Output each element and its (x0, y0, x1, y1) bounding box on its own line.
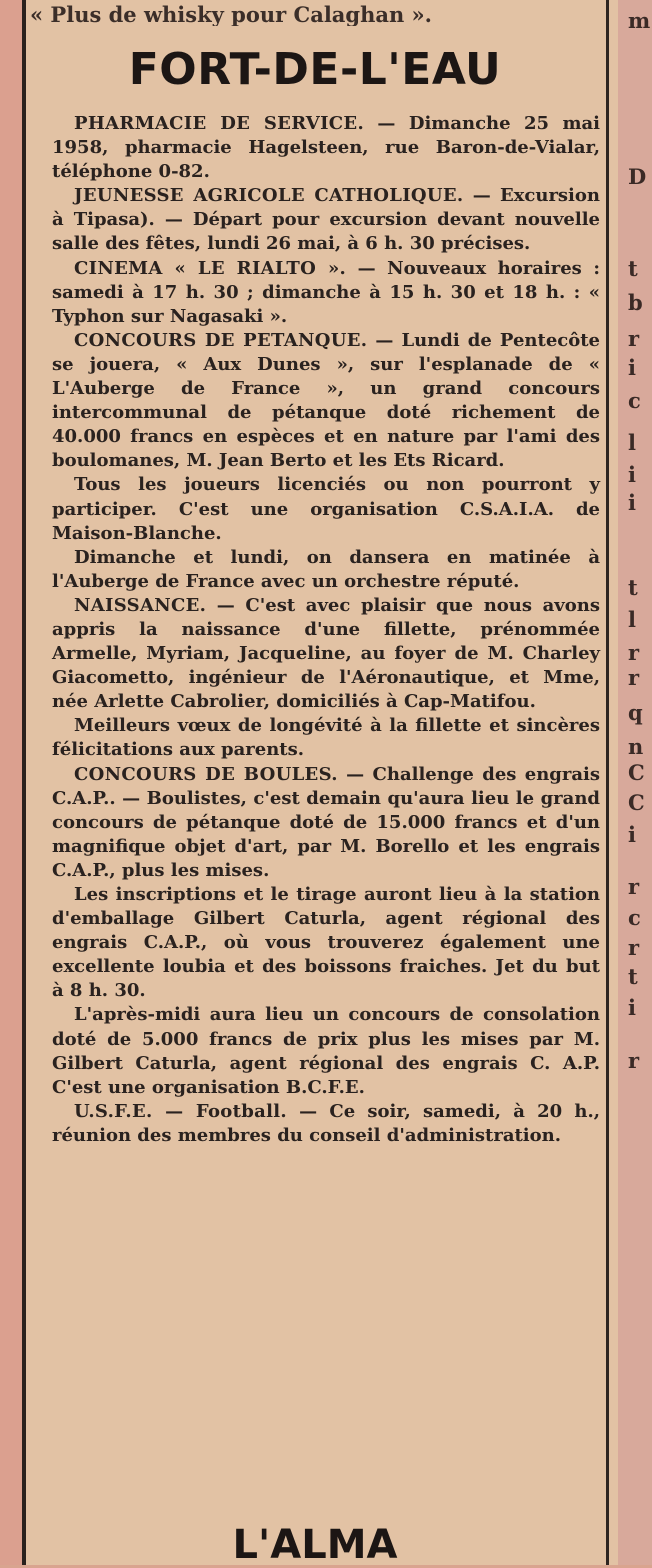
article-paragraph (52, 763, 600, 883)
paragraph-body: — Dimanche 25 mai 1958, pharmacie Hagelsteen, rue Baron-de-Vialar, téléphone 0-82. (52, 113, 600, 183)
article-paragraph (52, 594, 600, 714)
adjacent-column-letter: n (628, 734, 644, 759)
adjacent-column-letter: t (628, 575, 638, 600)
paragraph-body: — Nouveaux horaires : samedi à 17 h. 30 ; dimanche à 15 h. 30 et 18 h. : « Typhon sur Nagasaki ». (52, 257, 600, 327)
adjacent-column-letter: C (628, 790, 645, 815)
adjacent-column-letter: l (628, 430, 636, 455)
article-paragraph (52, 1003, 600, 1099)
adjacent-column-letter: b (628, 290, 643, 315)
adjacent-column-letter: q (628, 700, 643, 725)
adjacent-column-letter: C (628, 760, 645, 785)
paragraph-heading: CONCOURS DE PETANQUE. (74, 329, 368, 351)
adjacent-column-letter: c (628, 388, 641, 413)
article-paragraph (52, 184, 600, 256)
paragraph-body: L'après-midi aura lieu un concours de consolation doté de 5.000 francs de prix plus les mises par M. Gilbert Caturla, agent régional des engrais C. A.P. C'est une organisation B.C.F.E. (52, 1004, 600, 1098)
adjacent-column-letter: i (628, 490, 636, 515)
paragraph-body: Dimanche et lundi, on dansera en matinée à l'Auberge de France avec un orchestre réputé. (52, 546, 600, 592)
adjacent-column-fragment (618, 0, 652, 1565)
paragraph-body: Les inscriptions et le tirage auront lieu à la station d'emballage Gilbert Caturla, agent régional des engrais C.A.P., où vous trouverez également une excellente loubia et des boissons fraiches. Jet du but à 8 h. 30. (52, 884, 600, 1002)
adjacent-column-letter: r (628, 935, 640, 960)
left-column-rule (22, 0, 26, 1565)
adjacent-column-letter: r (628, 326, 640, 351)
adjacent-column-letter: i (628, 995, 636, 1020)
article-paragraph (52, 546, 600, 594)
article-paragraph (52, 1100, 600, 1148)
adjacent-column-letter: i (628, 355, 636, 380)
adjacent-column-letter: c (628, 905, 641, 930)
paragraph-heading: PHARMACIE DE SERVICE. (74, 113, 365, 134)
adjacent-column-letter: r (628, 665, 640, 690)
adjacent-column-letter: l (628, 607, 636, 632)
article-paragraph (52, 257, 600, 329)
paragraph-heading: CINEMA « LE RIALTO ». (74, 257, 347, 279)
adjacent-column-letter: t (628, 964, 638, 989)
article-paragraph (52, 112, 600, 184)
article-paragraph (52, 473, 600, 545)
article-column (52, 112, 600, 1148)
article-paragraph (52, 714, 600, 762)
adjacent-column-letter: t (628, 256, 638, 281)
paragraph-heading: U.S.F.E. — Football. (74, 1100, 287, 1122)
paragraph-body: Meilleurs vœux de longévité à la fillette et sincères félicitations aux parents. (52, 715, 600, 761)
paragraph-heading: NAISSANCE. (74, 594, 207, 616)
adjacent-column-letter: i (628, 462, 636, 487)
paragraph-body: — Ce soir, samedi, à 20 h., réunion des membres du conseil d'administration. (52, 1100, 600, 1146)
right-column-rule (606, 0, 609, 1565)
paragraph-body: — Challenge des engrais C.A.P.. — Boulistes, c'est demain qu'aura lieu le grand concours de pétanque doté de 15.000 francs et d'un magnifique objet d'art, par M. Borello et les engrais C.A.P., plus les mises. (52, 763, 601, 881)
article-paragraph (52, 329, 600, 474)
paragraph-body: Tous les joueurs licenciés ou non pourront y participer. C'est une organisation C.S.A.I.A. de Maison-Blanche. (52, 474, 600, 544)
article-paragraph (52, 883, 600, 1003)
next-section-title: L'ALMA (232, 1522, 398, 1568)
previous-article-tail: « Plus de whisky pour Calaghan ». (30, 2, 432, 26)
adjacent-column-letter: r (628, 640, 640, 665)
paragraph-body: — C'est avec plaisir que nous avons appris la naissance d'une fillette, prénommée Armelle, Myriam, Jacqueline, au foyer de M. Charley Giacometto, ingénieur de l'Aéronautique, et Mme, née Arlette Cabrolier, domiciliés à Cap-Matifou. (52, 594, 600, 713)
paragraph-body: — Lundi de Pentecôte se jouera, « Aux Dunes », sur l'esplanade de « L'Auberge de France », un grand concours intercommunal de pétanque doté richement de 40.000 francs en espèces et en nature par l'ami des boulomanes, M. Jean Berto et les Ets Ricard. (52, 329, 601, 472)
adjacent-column-letter: m (628, 8, 651, 33)
adjacent-column-letter: D (628, 164, 647, 189)
adjacent-column-letter: i (628, 822, 636, 847)
adjacent-column-letter: r (628, 1048, 640, 1073)
paragraph-heading: CONCOURS DE BOULES. (74, 763, 338, 785)
paragraph-body: — Excursion à Tipasa). — Départ pour excursion devant nouvelle salle des fêtes, lundi 26 mai, à 6 h. 30 précises. (52, 185, 600, 255)
section-title: FORT-DE-L'EAU (128, 44, 502, 95)
adjacent-column-letter: r (628, 874, 640, 899)
paragraph-heading: JEUNESSE AGRICOLE CATHOLIQUE. (74, 185, 464, 207)
